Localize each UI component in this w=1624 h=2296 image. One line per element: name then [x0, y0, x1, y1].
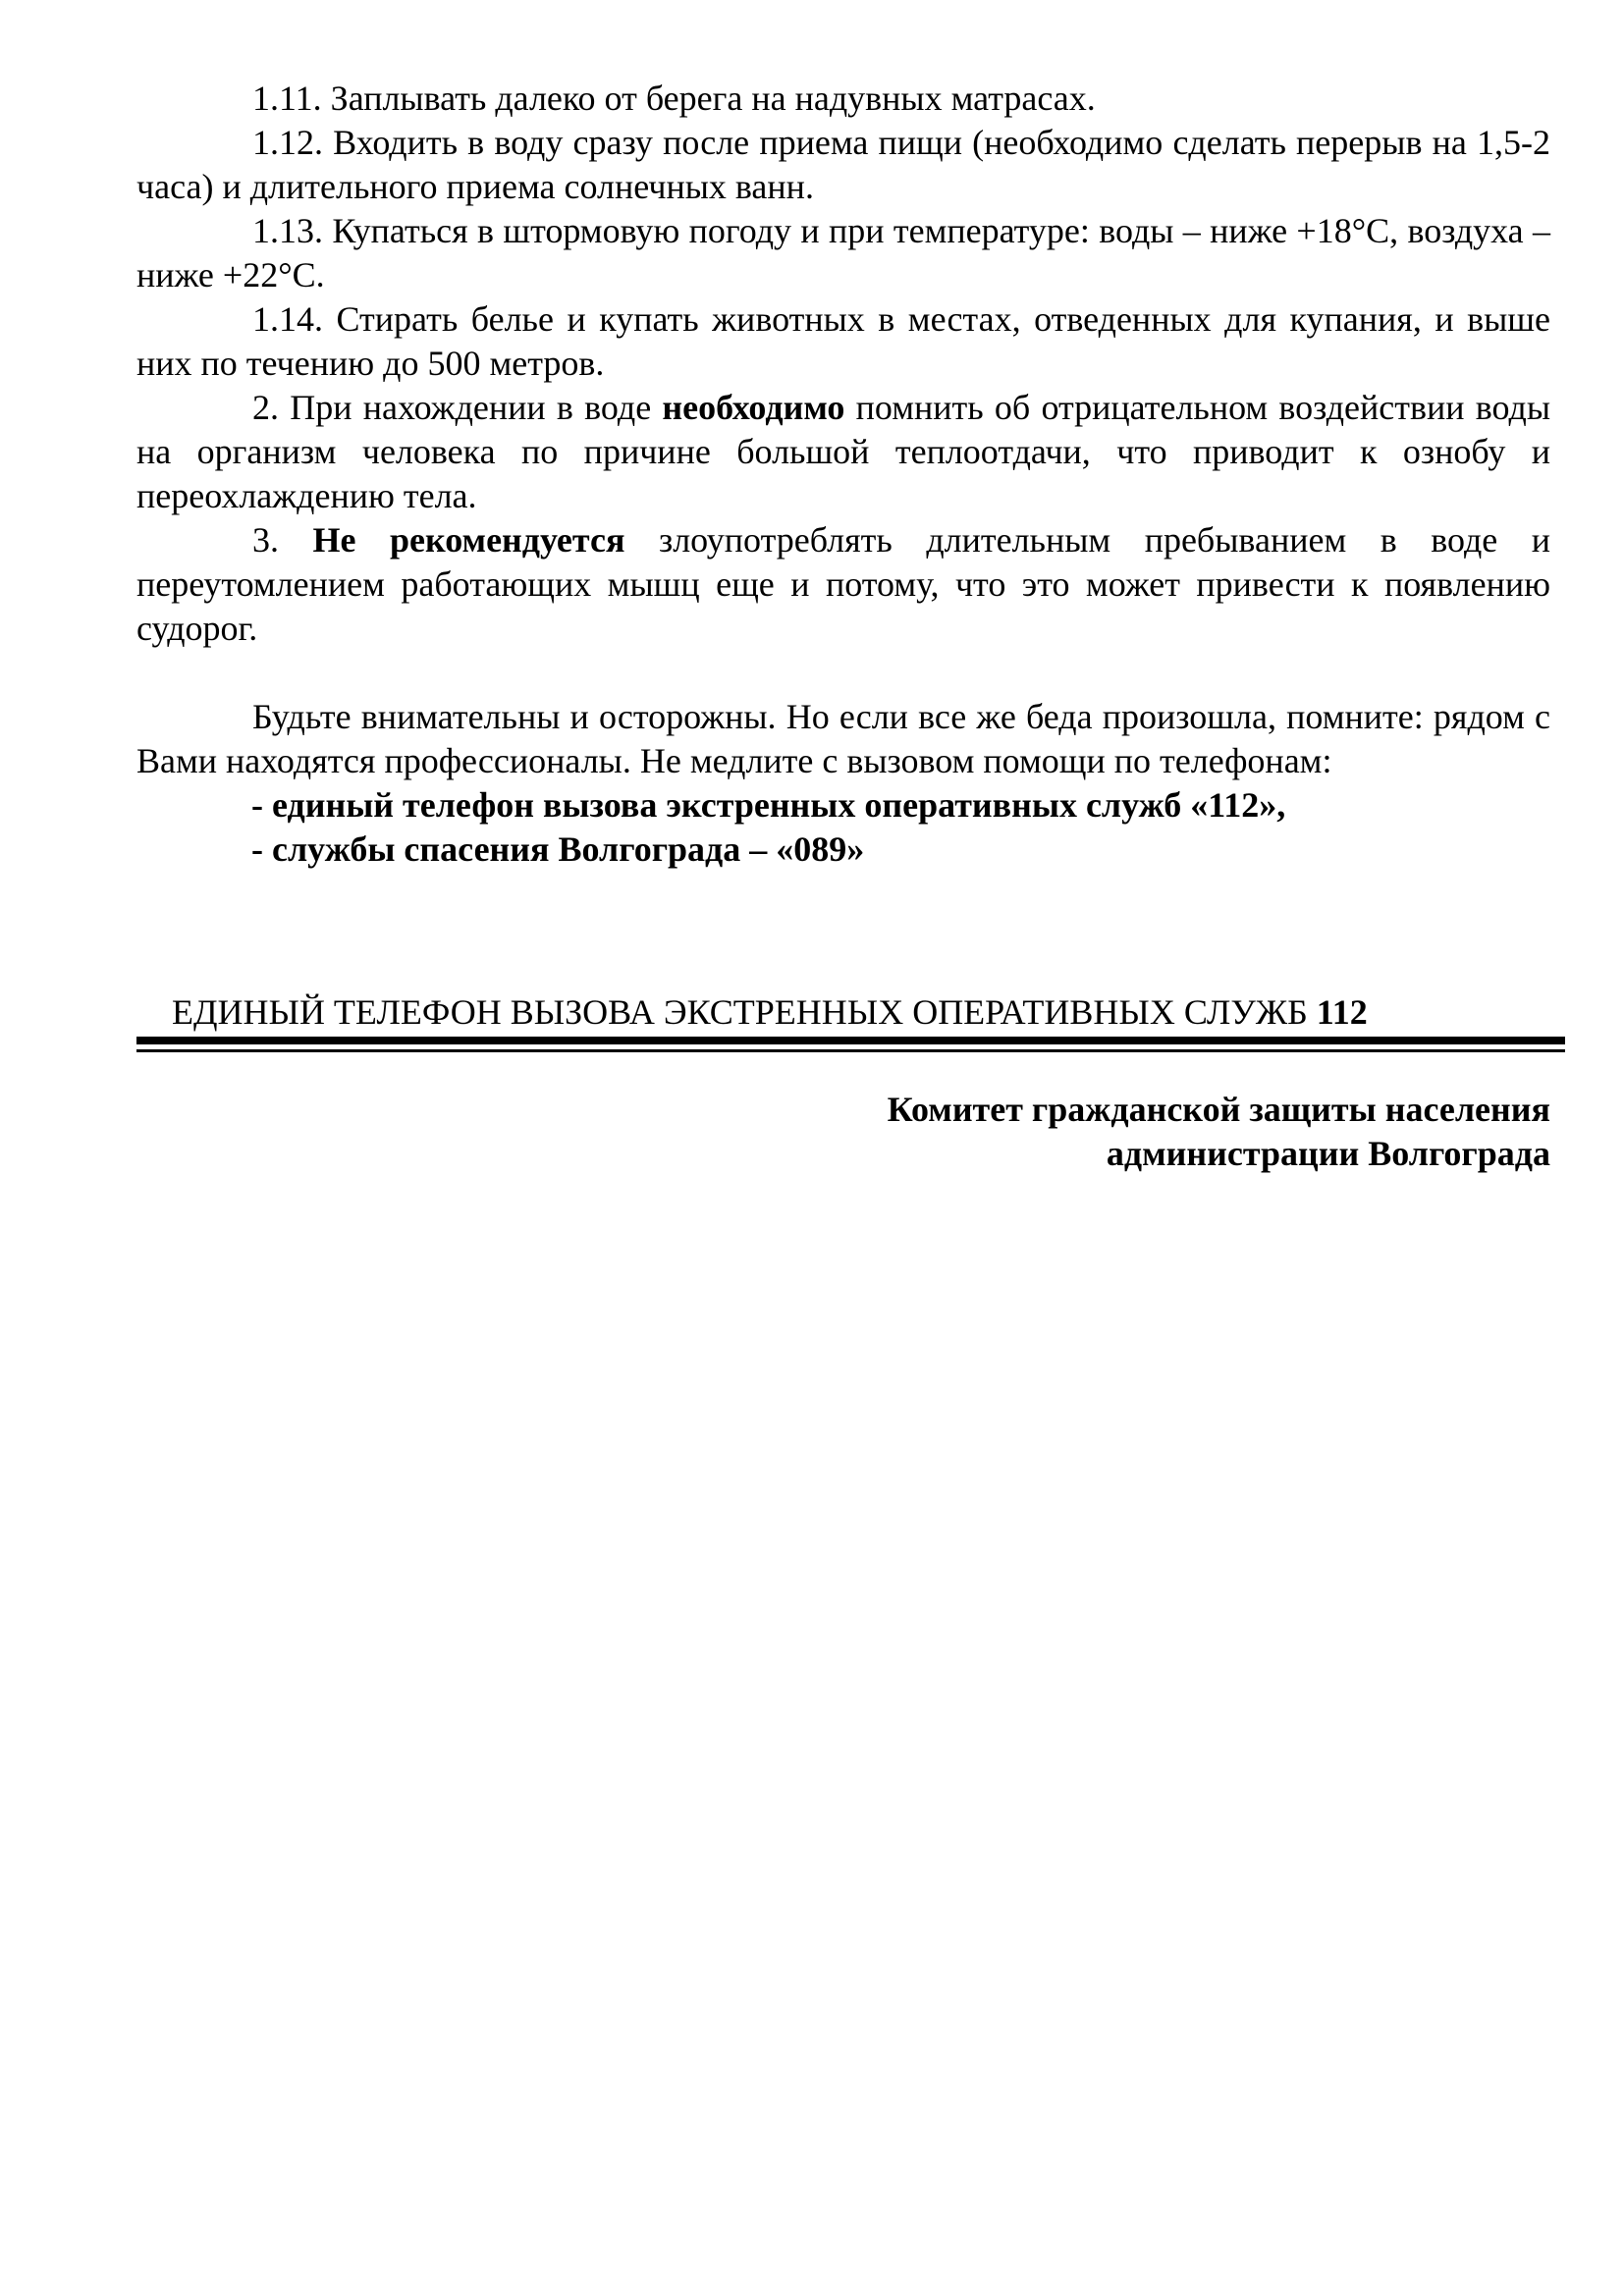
- rule-2-suffix: помнить об отрицательном воздействии воды на организм человека по причине большой теплоотдачи, что приводит к ознобу и переохлаждению тела.: [136, 388, 1551, 515]
- rule-1-12: 1.12. Входить в воду сразу после приема пищи (необходимо сделать перерыв на 1,5-2 часа) и длительного приема солнечных ванн.: [136, 123, 1550, 206]
- paragraph-gap: [136, 651, 1550, 695]
- rule-1-14: 1.14. Стирать белье и купать животных в местах, отведенных для купания, и выше них по течению до 500 метров.: [136, 299, 1550, 383]
- rule-3: [136, 518, 1550, 651]
- rule-2-prefix: 2. При нахождении в воде: [252, 388, 663, 427]
- rule-1-11: 1.11. Заплывать далеко от берега на надувных матрасах.: [252, 79, 1096, 118]
- divider-thick: [136, 1037, 1565, 1044]
- organization-signature: [888, 1088, 1550, 1176]
- banner-number: 112: [1316, 992, 1368, 1032]
- rule-2: [136, 386, 1550, 518]
- rule-3-prefix: 3.: [252, 520, 313, 560]
- banner-text: ЕДИНЫЙ ТЕЛЕФОН ВЫЗОВА ЭКСТРЕННЫХ ОПЕРАТИВНЫХ СЛУЖБ: [172, 992, 1317, 1032]
- phone-item-112: - единый телефон вызова экстренных оперативных служб «112»,: [251, 785, 1286, 825]
- organization-line-1: Комитет гражданской защиты населения: [887, 1090, 1550, 1129]
- appeal-paragraph: Будьте внимательны и осторожны. Но если все же беда произошла, помните: рядом с Вами находятся профессионалы. Не медлите с вызовом помощи по телефонам:: [136, 697, 1550, 780]
- rule-1-13: 1.13. Купаться в штормовую погоду и при температуре: воды – ниже +18°С, воздуха – ниже +22°С.: [136, 211, 1550, 294]
- rule-3-emphasis: Не рекомендуется: [312, 520, 625, 560]
- organization-line-2: администрации Волгограда: [1106, 1134, 1550, 1173]
- rule-3-suffix: злоупотреблять длительным пребыванием в воде и переутомлением работающих мышц еще и потому, что это может привести к появлению судорог.: [136, 520, 1550, 648]
- divider-thin: [136, 1049, 1565, 1052]
- phone-item-089: - службы спасения Волгограда – «089»: [251, 829, 865, 869]
- rule-2-emphasis: необходимо: [662, 388, 845, 427]
- document-body: [136, 77, 1550, 872]
- emergency-phone-banner: [172, 990, 1546, 1034]
